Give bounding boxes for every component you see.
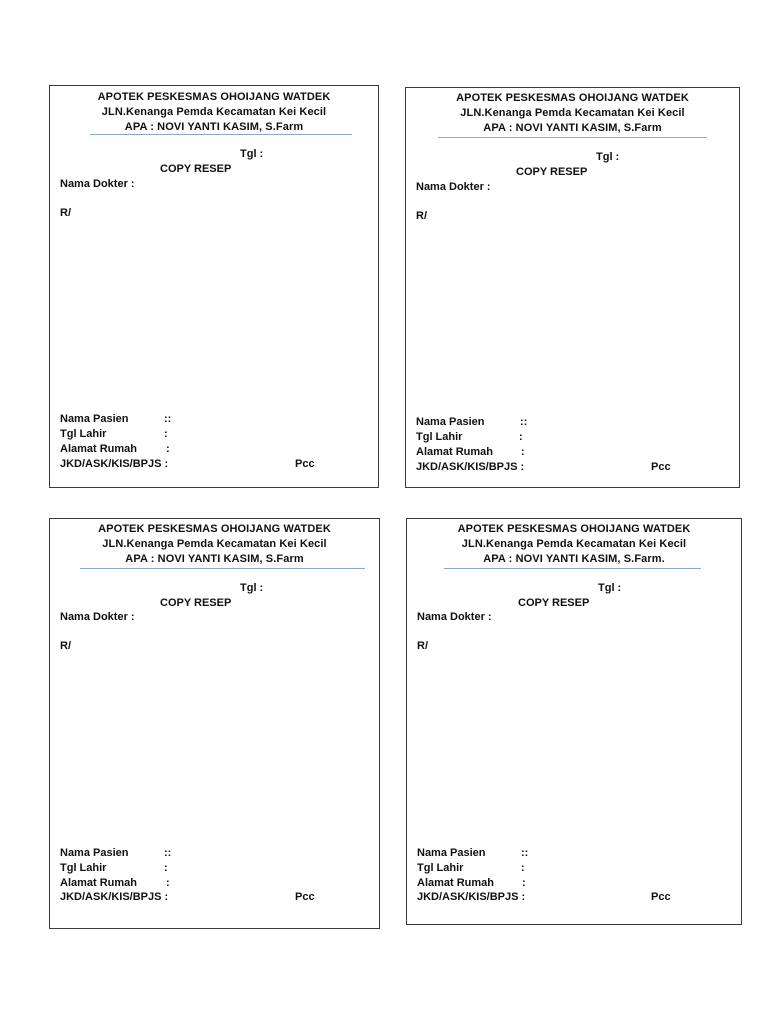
doctor-name-label: Nama Dokter :: [417, 611, 492, 623]
patient-name-label: Nama Pasien: [416, 416, 485, 428]
address-sep: :: [521, 446, 525, 458]
insurance-label: JKD/ASK/KIS/BPJS :: [60, 458, 169, 470]
pharmacy-header: [406, 91, 739, 136]
address-sep: :: [166, 443, 170, 455]
pharmacy-address: JLN.Kenanga Pemda Kecamatan Kei Kecil: [461, 538, 687, 550]
prescription-label: R/: [417, 640, 428, 652]
pcc-label: Pcc: [295, 891, 315, 903]
date-label: Tgl :: [240, 582, 264, 594]
prescription-label: R/: [60, 640, 71, 652]
pharmacy-header: [407, 522, 741, 567]
patient-name-sep: ::: [164, 847, 172, 859]
address-sep: :: [166, 877, 170, 889]
address-label: Alamat Rumah: [60, 443, 138, 455]
pharmacy-address: JLN.Kenanga Pemda Kecamatan Kei Kecil: [460, 107, 685, 119]
birth-date-sep: :: [519, 431, 523, 443]
pharmacy-name: APOTEK PESKESMAS OHOIJANG WATDEK: [98, 523, 331, 535]
date-label: Tgl :: [240, 148, 264, 160]
doctor-name-label: Nama Dokter :: [60, 611, 135, 623]
birth-date-label: Tgl Lahir: [60, 428, 107, 440]
header-divider: [90, 134, 352, 135]
pharmacy-name: APOTEK PESKESMAS OHOIJANG WATDEK: [456, 92, 689, 104]
patient-name-sep: ::: [164, 413, 172, 425]
copy-resep-card-4: [406, 518, 742, 925]
header-divider: [444, 568, 701, 569]
doctor-name-label: Nama Dokter :: [60, 178, 135, 190]
patient-name-label: Nama Pasien: [60, 847, 129, 859]
birth-date-label: Tgl Lahir: [416, 431, 463, 443]
address-label: Alamat Rumah: [416, 446, 494, 458]
copy-resep-title: COPY RESEP: [160, 597, 232, 609]
birth-date-label: Tgl Lahir: [417, 862, 464, 874]
doctor-name-label: Nama Dokter :: [416, 181, 491, 193]
birth-date-label: Tgl Lahir: [60, 862, 107, 874]
birth-date-sep: :: [521, 862, 525, 874]
pharmacist-name: APA : NOVI YANTI KASIM, S.Farm.: [483, 553, 665, 565]
date-label: Tgl :: [598, 582, 622, 594]
pharmacist-name: APA : NOVI YANTI KASIM, S.Farm: [124, 121, 304, 133]
header-divider: [438, 137, 707, 138]
insurance-label: JKD/ASK/KIS/BPJS :: [416, 461, 525, 473]
address-label: Alamat Rumah: [417, 877, 495, 889]
address-sep: :: [522, 877, 526, 889]
birth-date-sep: :: [164, 862, 168, 874]
insurance-label: JKD/ASK/KIS/BPJS :: [60, 891, 169, 903]
date-label: Tgl :: [596, 151, 620, 163]
birth-date-sep: :: [164, 428, 168, 440]
address-label: Alamat Rumah: [60, 877, 138, 889]
header-divider: [80, 568, 365, 569]
patient-name-sep: ::: [521, 847, 529, 859]
copy-resep-title: COPY RESEP: [518, 597, 590, 609]
pharmacy-address: JLN.Kenanga Pemda Kecamatan Kei Kecil: [102, 538, 327, 550]
patient-name-sep: ::: [520, 416, 528, 428]
pcc-label: Pcc: [295, 458, 315, 470]
pcc-label: Pcc: [651, 891, 671, 903]
copy-resep-title: COPY RESEP: [516, 166, 588, 178]
pharmacy-name: APOTEK PESKESMAS OHOIJANG WATDEK: [457, 523, 691, 535]
pharmacy-address: JLN.Kenanga Pemda Kecamatan Kei Kecil: [101, 106, 327, 118]
copy-resep-card-2: [405, 87, 740, 488]
pharmacist-name: APA : NOVI YANTI KASIM, S.Farm: [483, 122, 662, 134]
copy-resep-card-1: [49, 85, 379, 488]
copy-resep-card-3: [49, 518, 380, 929]
patient-name-label: Nama Pasien: [417, 847, 486, 859]
pharmacy-header: [50, 522, 379, 567]
pharmacy-name: APOTEK PESKESMAS OHOIJANG WATDEK: [97, 91, 331, 103]
pharmacy-header: [50, 90, 378, 135]
prescription-label: R/: [416, 210, 427, 222]
copy-resep-title: COPY RESEP: [160, 163, 232, 175]
patient-name-label: Nama Pasien: [60, 413, 129, 425]
insurance-label: JKD/ASK/KIS/BPJS :: [417, 891, 526, 903]
prescription-label: R/: [60, 207, 71, 219]
pharmacist-name: APA : NOVI YANTI KASIM, S.Farm: [125, 553, 304, 565]
pcc-label: Pcc: [651, 461, 671, 473]
